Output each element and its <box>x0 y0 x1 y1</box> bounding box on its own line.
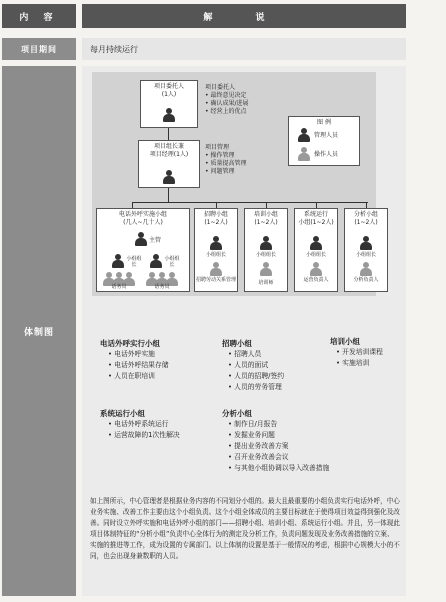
connector-line <box>168 128 169 140</box>
group-callout-sub1-icon <box>112 254 124 268</box>
section-analysis-item: • 提出业务改善方案 <box>228 442 289 450</box>
client-duty-title: 项目委托人 <box>205 84 236 91</box>
section-callout-item: • 电话外呼结果存储 <box>108 361 169 369</box>
group-system-staff-icon <box>310 262 322 276</box>
group-analysis-name: 分析小组 <box>353 211 378 218</box>
group-system-name: 系统运行 <box>303 211 328 218</box>
manager-person-icon <box>163 170 175 184</box>
group-recruit-lead-label: 小组组长 <box>205 252 226 258</box>
section-analysis-item: • 发掘业务问题 <box>228 431 275 439</box>
manager-duties <box>205 144 275 176</box>
manager-title: 项目组长兼 <box>153 143 184 150</box>
legend-operator-icon <box>298 147 310 161</box>
connector-line <box>168 188 169 202</box>
group-system-count: 小组(1~2人) <box>298 219 334 226</box>
summary-paragraph: 如上图所示，中心管理者是根据业务内容的不同划分小组的。最大且最重要的小组负责实行电话外呼，中心业务实施、改善工作主要由这个小组负责。这个小组全体成员的主要目标就在于使得项目效益得到强化及改善。同时设立外呼实施和电话外呼小组的部门——招聘小组、培训小组、系统运行小组。并且，另一体现此项目体制特征的“分析小组”负责中心全体行为的测定及分析工作，负责问题发现及业务改善措施的立案、实施的推进等工作，成为设置的专属部门。以上体制的设置是基于一般情况的考虑，根据中心规模大小的不同，也会出现身兼数职的人员。 <box>90 497 400 560</box>
operator-icon <box>113 272 123 282</box>
group-training-lead-label: 小组组长 <box>255 252 276 258</box>
client-person-icon <box>163 108 175 122</box>
section-recruit-title: 招聘小组 <box>222 339 252 348</box>
group-analysis-lead-icon <box>360 236 372 250</box>
group-analysis-lead-label: 小组组长 <box>355 252 376 258</box>
client-count: (1人) <box>161 91 177 98</box>
manager-duty-1: • 操作管理 <box>205 152 235 159</box>
operator-icon <box>123 272 133 282</box>
group-system-lead-label: 小组组长 <box>305 252 326 258</box>
section-training-item: • 开发培训课程 <box>336 348 383 356</box>
section-analysis-item: • 制作日/月报告 <box>228 420 278 428</box>
section-training-title: 培训小组 <box>330 337 360 346</box>
period-value <box>82 38 406 60</box>
section-analysis-item: • 与其他小组协调以导入改善措施 <box>228 464 330 472</box>
section-analysis-title: 分析小组 <box>222 409 252 418</box>
operator-icon <box>146 272 156 282</box>
group-training-staff-icon <box>260 262 272 276</box>
legend-manager-label: 管理人员 <box>314 132 339 139</box>
section-callout-title: 电话外呼实行小组 <box>100 339 160 348</box>
group-callout-lead-label: 主管 <box>149 237 162 244</box>
client-duties <box>205 84 275 116</box>
group-callout-sub2-icon <box>150 254 162 268</box>
section-system-item: • 电话外呼系统运行 <box>108 420 169 428</box>
legend-manager-icon <box>298 128 310 142</box>
header-explanation-label: 解 说 <box>82 4 406 28</box>
client-duty-2: • 确认成果/进展 <box>205 100 249 107</box>
manager-title2: 项目经理(1人) <box>149 151 189 158</box>
operator-icon <box>103 272 113 282</box>
legend-title: 图 例 <box>317 119 331 126</box>
client-title: 项目委托人 <box>153 83 184 90</box>
group-callout-lead-icon <box>135 232 147 246</box>
period-value-text: 每月持续运行 <box>90 44 138 54</box>
group-recruit-staff-label: 招聘劳动关系管理 <box>196 277 237 283</box>
operator-icon <box>166 272 176 282</box>
client-duty-3: • 经营上的优点 <box>205 108 247 115</box>
section-callout-item: • 电话外呼实施 <box>108 350 155 358</box>
group-callout-count: (几人~几十人) <box>123 219 163 226</box>
group-callout-staff2-label: 话务员 <box>154 284 170 290</box>
group-callout-staff1-label: 话务员 <box>111 284 127 290</box>
section-system-title: 系统运行小组 <box>100 409 145 418</box>
section-recruit-item: • 招聘人员 <box>228 350 262 358</box>
group-analysis-staff-icon <box>360 262 372 276</box>
group-training-count: (1~2人) <box>254 219 278 226</box>
connector-line <box>132 202 368 203</box>
group-recruit-name: 招聘小组 <box>203 211 228 218</box>
operator-icon <box>156 272 166 282</box>
period-label: 项目期间 <box>2 38 76 60</box>
system-label: 体制图 <box>2 66 76 596</box>
section-training-item: • 实施培训 <box>336 359 370 367</box>
group-training-name: 培训小组 <box>253 211 278 218</box>
group-analysis-count: (1~2人) <box>354 219 378 226</box>
client-duty-1: • 最终意见决定 <box>205 92 247 99</box>
group-system-lead-icon <box>310 236 322 250</box>
group-training-staff-label: 培训师 <box>258 280 274 286</box>
group-recruit-count: (1~2人) <box>204 219 228 226</box>
group-analysis-staff-label: 分析负责人 <box>353 277 379 283</box>
group-callout-sub1-label: 小组组长 <box>126 256 142 268</box>
group-callout-name: 电话外呼实施小组 <box>118 211 167 218</box>
section-callout-item: • 人员在职培训 <box>108 372 155 380</box>
group-training-lead-icon <box>260 236 272 250</box>
section-analysis-item: • 召开业务改善会议 <box>228 453 289 461</box>
manager-duty-2: • 质量提高管理 <box>205 160 247 167</box>
section-recruit-item: • 人员的劳务管理 <box>228 383 282 391</box>
group-callout-sub2-label: 小组组长 <box>164 256 180 268</box>
manager-duty-title: 项目管理 <box>205 144 230 151</box>
group-system-staff-label: 运营负责人 <box>303 277 329 283</box>
manager-duty-3: • 问题管理 <box>205 168 235 175</box>
section-recruit-item: • 人员的面试 <box>228 361 269 369</box>
legend-operator-label: 操作人员 <box>314 151 339 158</box>
group-recruit-staff-icon <box>210 262 222 276</box>
group-recruit-lead-icon <box>210 236 222 250</box>
section-recruit-item: • 人员的招聘/签约 <box>228 372 285 380</box>
section-system-item: • 运营故障的1次性解决 <box>108 431 180 439</box>
header-content-label: 内 容 <box>2 4 76 28</box>
